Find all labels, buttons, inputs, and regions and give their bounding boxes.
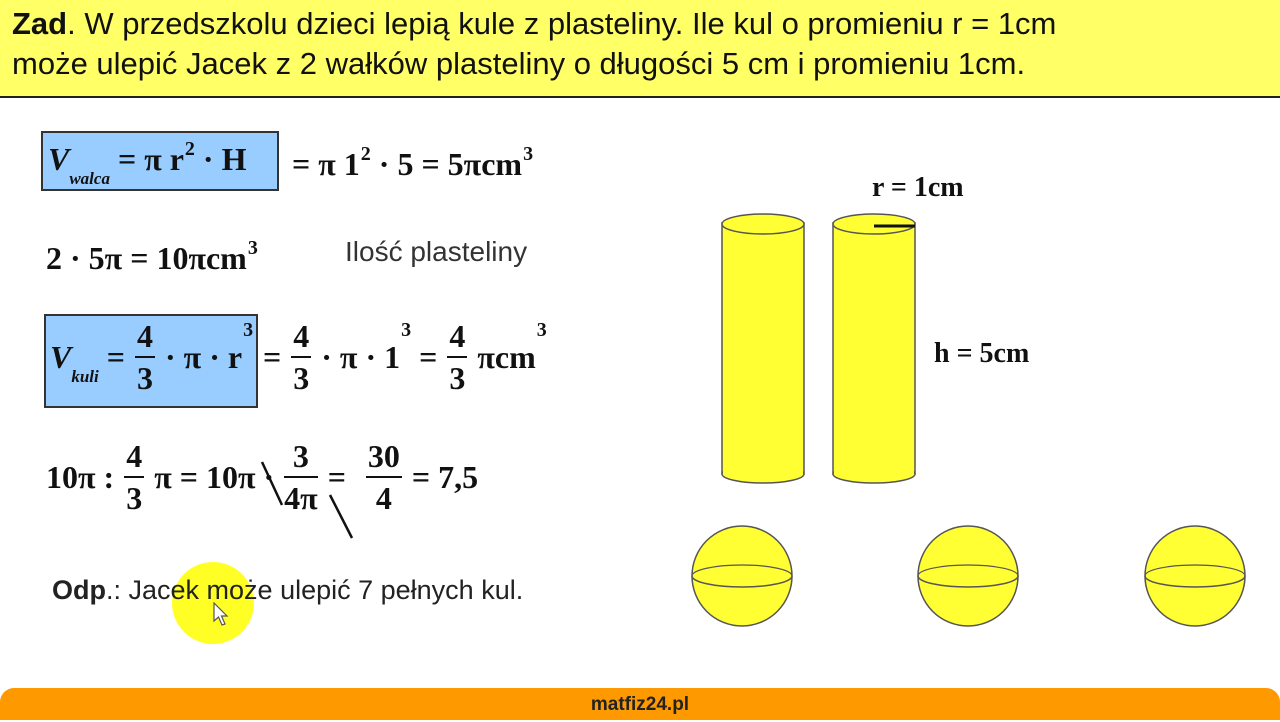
cylinder-right <box>833 214 915 483</box>
radius-label: r = 1cm <box>872 172 964 203</box>
cylinder-volume-formula: $V_{walca} = \pi$ $r^2 \cdot H$ <box>48 138 247 188</box>
height-label: h = 5cm <box>934 338 1030 369</box>
sphere-3 <box>1145 526 1245 626</box>
sphere-volume-formula: $V_{kuli}$ = $\frac{4}{3}$ · $\pi \cdot r^3$ <box>50 318 254 396</box>
task-text-line2: może ulepić Jacek z 2 wałków plasteliny o długości 5 cm i promieniu 1cm. <box>12 46 1026 81</box>
footer-site: matfiz24.pl <box>0 688 1280 720</box>
total-note: Ilość plasteliny <box>345 236 528 267</box>
answer-text: Odp.: Jacek może ulepić 7 pełnych kul. <box>52 575 524 605</box>
cylinder-subscript: walca <box>69 169 110 188</box>
task-label: Zad <box>12 6 68 41</box>
task-text-line1: . W przedszkolu dzieci lepią kule z plasteliny. Ile kul o promieniu r = 1cm <box>67 6 1057 41</box>
sphere-2 <box>918 526 1018 626</box>
sphere-1 <box>692 526 792 626</box>
answer-label: Odp <box>52 575 106 605</box>
sphere-volume-calc: = $\frac{4}{3}$ · $\pi \cdot 1^3$ = $\frac{4}{3}$ πcm$^3$ <box>263 318 547 396</box>
division-calc: 10π : $\frac{4}{3}$ π = 10π · $\frac{3}{4\pi}$ = $\frac{30}{4}$ = 7,5 <box>46 438 479 516</box>
total-volume-calc: 2 · 5π = 10πcm$^3$ <box>46 237 258 276</box>
cylinder-volume-calc: = π $1^2 \cdot 5 = 5\pi cm^3$ <box>292 143 534 182</box>
cylinder-left <box>722 214 804 483</box>
